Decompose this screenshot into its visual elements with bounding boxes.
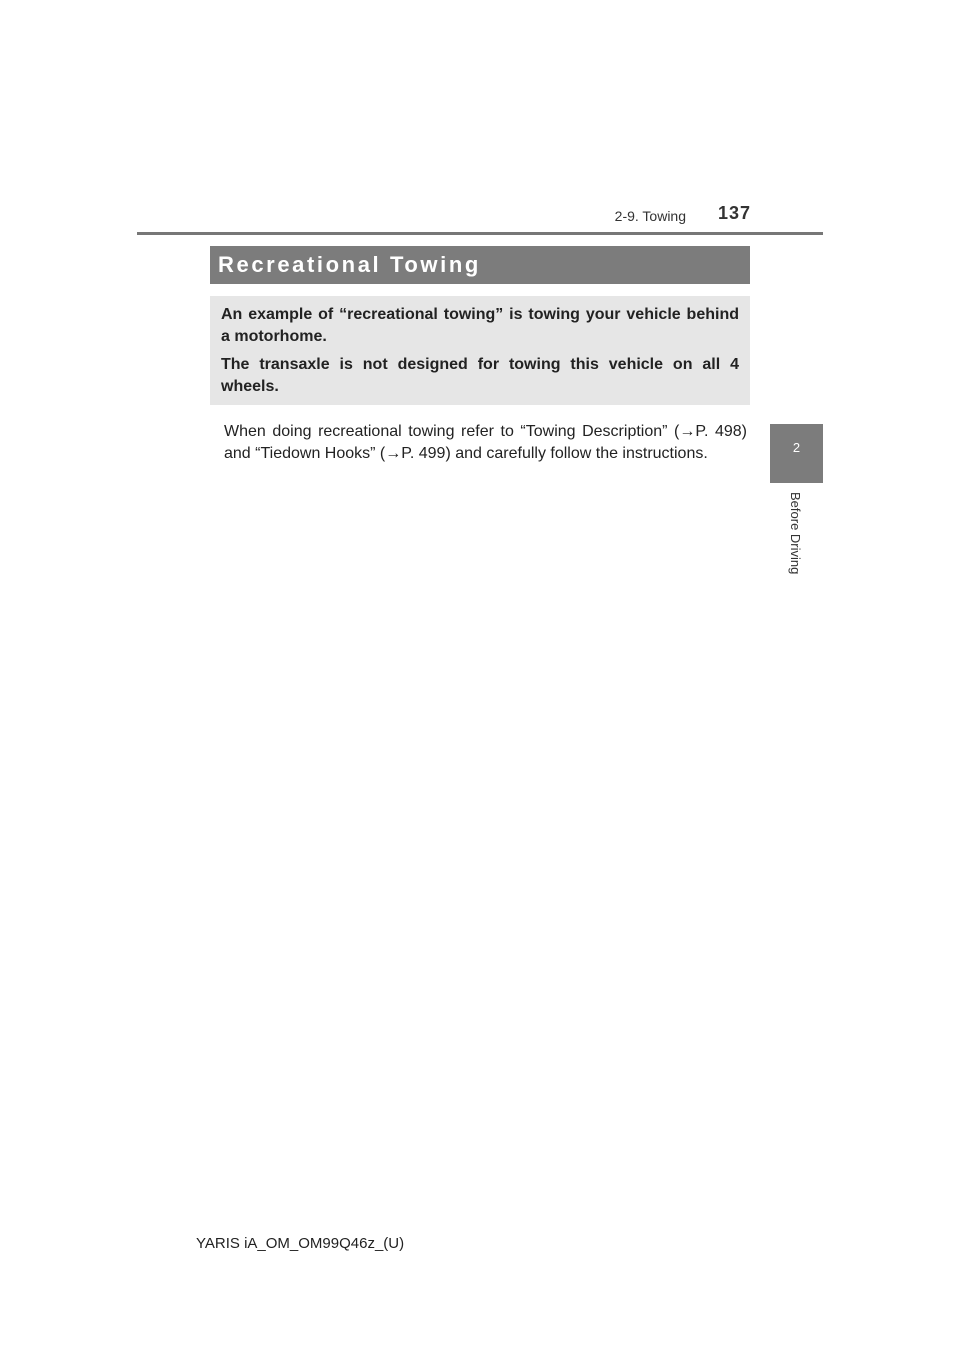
intro-box <box>210 296 750 405</box>
chapter-tab <box>770 424 823 483</box>
footer-code: YARIS iA_OM_OM99Q46z_(U) <box>196 1235 405 1252</box>
section-label: 2-9. Towing <box>614 208 686 224</box>
intro-paragraph-2: The transaxle is not designed for towing this vehicle on all 4 wheels. <box>221 356 739 395</box>
body-text-3: and carefully follow the instructions. <box>450 445 708 462</box>
body-paragraph <box>224 421 747 465</box>
chapter-number: 2 <box>792 440 801 455</box>
header-rule <box>137 232 823 235</box>
page-reference-link[interactable]: P. 499) <box>401 445 451 462</box>
intro-paragraph-1: An example of “recreational towing” is towing your vehicle behind a motorhome. <box>221 306 739 345</box>
page-number: 137 <box>718 203 752 223</box>
body-text-2: and “Tiedown Hooks” ( <box>224 445 386 462</box>
page-reference-link[interactable]: P. 498) <box>695 423 747 440</box>
title-bar <box>210 246 750 284</box>
chapter-title: Before Driving <box>788 492 803 575</box>
page-title: Recreational Towing <box>218 252 481 277</box>
body-text-1: When doing recreational towing refer to “Towing Description” ( <box>224 423 680 440</box>
arrow-icon: → <box>385 445 402 462</box>
arrow-icon: → <box>679 423 696 440</box>
